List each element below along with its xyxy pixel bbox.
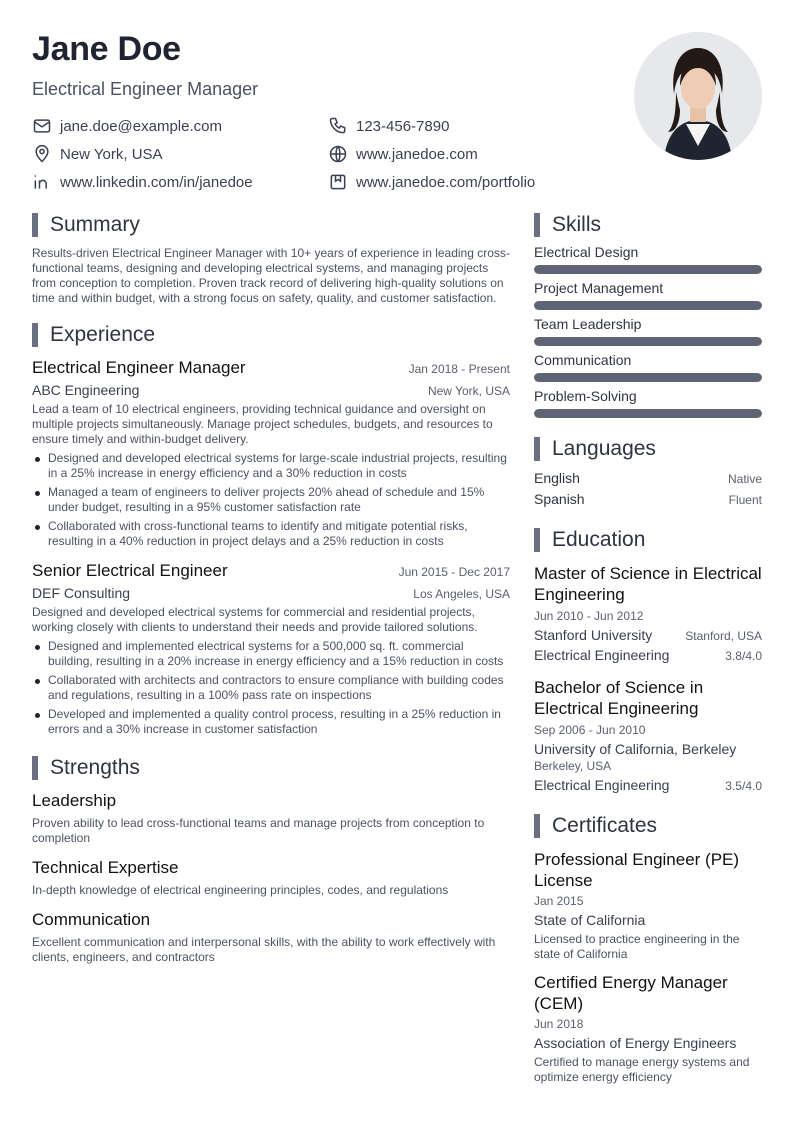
- bullet-item: Developed and implemented a quality control process, resulting in a 25% reduction in errors and a 30% increase in customer satisfaction: [32, 707, 510, 737]
- strength-description: Proven ability to lead cross-functional teams and manage projects from conception to completion: [32, 816, 485, 845]
- contact-email[interactable]: [32, 116, 328, 136]
- bullet-item: Managed a team of engineers to deliver projects 20% ahead of schedule and 15% under budget, resulting in a 95% customer satisfaction rate: [32, 485, 510, 515]
- job-title-headline: Electrical Engineer Manager: [32, 79, 259, 99]
- skill-fill: [534, 265, 762, 274]
- education-school: Stanford University: [534, 627, 653, 643]
- strengths-heading: Strengths: [32, 755, 510, 781]
- education-degree: Master of Science in Electrical Engineering: [534, 564, 762, 604]
- bullet-item: Collaborated with cross-functional teams to identify and mitigate potential risks, resulting in a 40% reduction in project delays and a 25% reduction in costs: [32, 519, 510, 549]
- bullet-item: Collaborated with architects and contractors to ensure compliance with building codes and regulations, resulting in a 100% pass rate on inspections: [32, 673, 510, 703]
- left-column: [32, 212, 510, 965]
- certificate-description: Certified to manage energy systems and optimize energy efficiency: [534, 1055, 750, 1084]
- skill-item: [534, 244, 762, 274]
- education-date: Sep 2006 - Jun 2010: [534, 723, 646, 737]
- contact-info: [32, 112, 592, 196]
- section-accent-bar: [534, 213, 540, 237]
- language-name: Spanish: [534, 491, 585, 507]
- candidate-name: Jane Doe: [32, 30, 181, 68]
- portfolio-icon: [328, 172, 348, 192]
- phone-icon: [328, 116, 348, 136]
- strength-description: Excellent communication and interpersonal skills, with the ability to work effectively with clients, engineers, and contractors: [32, 935, 496, 964]
- certificate-title: Certified Energy Manager (CEM): [534, 973, 728, 1013]
- profile-photo: [634, 32, 762, 160]
- strength-item: [32, 791, 510, 846]
- section-accent-bar: [32, 213, 38, 237]
- certificate-title: Professional Engineer (PE) License: [534, 850, 740, 890]
- experience-item: [32, 358, 510, 549]
- bullet-item: Designed and implemented electrical systems for a 500,000 sq. ft. commercial building, resulting in a 20% increase in energy efficiency and a 15% reduction in costs: [32, 639, 510, 669]
- certificate-date: Jan 2015: [534, 894, 584, 908]
- skill-item: [534, 316, 762, 346]
- experience-date: Jan 2018 - Present: [408, 362, 510, 376]
- section-accent-bar: [534, 437, 540, 461]
- skill-item: [534, 352, 762, 382]
- linkedin-icon: [32, 172, 52, 192]
- experience-heading: Experience: [32, 322, 510, 348]
- language-level: Fluent: [728, 493, 762, 507]
- skill-fill: [534, 337, 762, 346]
- experience-date: Jun 2015 - Dec 2017: [398, 565, 510, 579]
- strength-title: Communication: [32, 910, 151, 929]
- experience-location: Los Angeles, USA: [413, 587, 510, 601]
- skill-name: Project Management: [534, 280, 664, 296]
- strength-title: Technical Expertise: [32, 858, 179, 877]
- skill-bar: [534, 373, 762, 382]
- education-location: Berkeley, USA: [534, 759, 612, 773]
- certificate-date: Jun 2018: [534, 1017, 584, 1031]
- skill-bar: [534, 337, 762, 346]
- skill-fill: [534, 373, 762, 382]
- skill-name: Problem-Solving: [534, 388, 637, 404]
- globe-icon: [328, 144, 348, 164]
- section-accent-bar: [32, 756, 38, 780]
- section-accent-bar: [32, 323, 38, 347]
- certificates-heading: Certificates: [534, 813, 762, 839]
- skill-name: Team Leadership: [534, 316, 642, 332]
- contact-website-text: www.janedoe.com: [356, 145, 478, 163]
- summary-text: Results-driven Electrical Engineer Manager with 10+ years of experience in leading cross-functional teams, designing and developing electrical systems, and managing projects from conception to completion. Proven track record of delivering high-quality solutions on time and within budget, with a strong focus on safety, quality, and customer satisfaction.: [32, 246, 510, 305]
- education-heading: Education: [534, 527, 762, 553]
- location-icon: [32, 144, 52, 164]
- skill-bar: [534, 301, 762, 310]
- experience-bullets: [32, 451, 510, 549]
- skill-bar: [534, 409, 762, 418]
- skills-list: [534, 244, 762, 418]
- skill-item: [534, 280, 762, 310]
- experience-location: New York, USA: [427, 384, 510, 398]
- experience-description: Designed and developed electrical systems for commercial and residential projects, working closely with clients to understand their needs and provide tailored solutions.: [32, 605, 478, 634]
- education-field: Electrical Engineering: [534, 777, 670, 793]
- skill-item: [534, 388, 762, 418]
- language-level: Native: [727, 472, 762, 486]
- contact-website[interactable]: [328, 144, 478, 164]
- contact-portfolio[interactable]: [328, 172, 535, 192]
- contact-location: [32, 144, 328, 164]
- contact-email-text: jane.doe@example.com: [60, 117, 222, 135]
- contact-linkedin-text: www.linkedin.com/in/janedoe: [60, 173, 253, 191]
- contact-linkedin[interactable]: [32, 172, 328, 192]
- mail-icon: [32, 116, 52, 136]
- contact-portfolio-text: www.janedoe.com/portfolio: [356, 173, 536, 191]
- contact-location-text: New York, USA: [60, 145, 163, 163]
- summary-heading: Summary: [32, 212, 510, 238]
- experience-company: ABC Engineering: [32, 382, 140, 398]
- certificate-description: Licensed to practice engineering in the state of California: [534, 932, 740, 961]
- certificate-item: [534, 849, 762, 962]
- education-gpa: 3.8/4.0: [725, 649, 762, 663]
- education-date: Jun 2010 - Jun 2012: [534, 609, 644, 623]
- contact-phone[interactable]: [328, 116, 449, 136]
- strength-title: Leadership: [32, 791, 117, 810]
- experience-title: Senior Electrical Engineer: [32, 561, 228, 580]
- education-item: [534, 677, 762, 793]
- experience-bullets: [32, 639, 510, 737]
- section-accent-bar: [534, 814, 540, 838]
- education-school: University of California, Berkeley: [534, 741, 737, 757]
- section-accent-bar: [534, 528, 540, 552]
- education-field: Electrical Engineering: [534, 647, 670, 663]
- right-column: [534, 212, 762, 1085]
- skill-bar: [534, 265, 762, 274]
- strength-item: [32, 858, 510, 898]
- education-degree: Bachelor of Science in Electrical Engineering: [534, 678, 704, 718]
- experience-company: DEF Consulting: [32, 585, 131, 601]
- certificate-issuer: Association of Energy Engineers: [534, 1035, 737, 1051]
- skill-fill: [534, 409, 762, 418]
- languages-heading: Languages: [534, 436, 762, 462]
- strength-description: In-depth knowledge of electrical engineering principles, codes, and regulations: [32, 883, 449, 897]
- skill-name: Electrical Design: [534, 244, 639, 260]
- education-item: [534, 563, 762, 663]
- education-location: Stanford, USA: [685, 629, 762, 643]
- education-gpa: 3.5/4.0: [725, 779, 762, 793]
- contact-phone-text: 123-456-7890: [356, 117, 450, 135]
- certificate-item: [534, 972, 762, 1085]
- language-item: [534, 491, 762, 507]
- language-name: English: [534, 470, 580, 486]
- skill-name: Communication: [534, 352, 632, 368]
- bullet-item: Designed and developed electrical systems for large-scale industrial projects, resulting in a 25% increase in energy efficiency and a 30% reduction in costs: [32, 451, 510, 481]
- language-item: [534, 470, 762, 486]
- certificate-issuer: State of California: [534, 912, 646, 928]
- experience-title: Electrical Engineer Manager: [32, 358, 246, 377]
- strength-item: [32, 910, 510, 965]
- experience-item: [32, 561, 510, 737]
- skills-heading: Skills: [534, 212, 762, 238]
- skill-fill: [534, 301, 762, 310]
- experience-description: Lead a team of 10 electrical engineers, providing technical guidance and oversight on multiple projects simultaneously. Manage project schedules, budgets, and resources to ensure timely and within-budget delivery.: [32, 402, 493, 446]
